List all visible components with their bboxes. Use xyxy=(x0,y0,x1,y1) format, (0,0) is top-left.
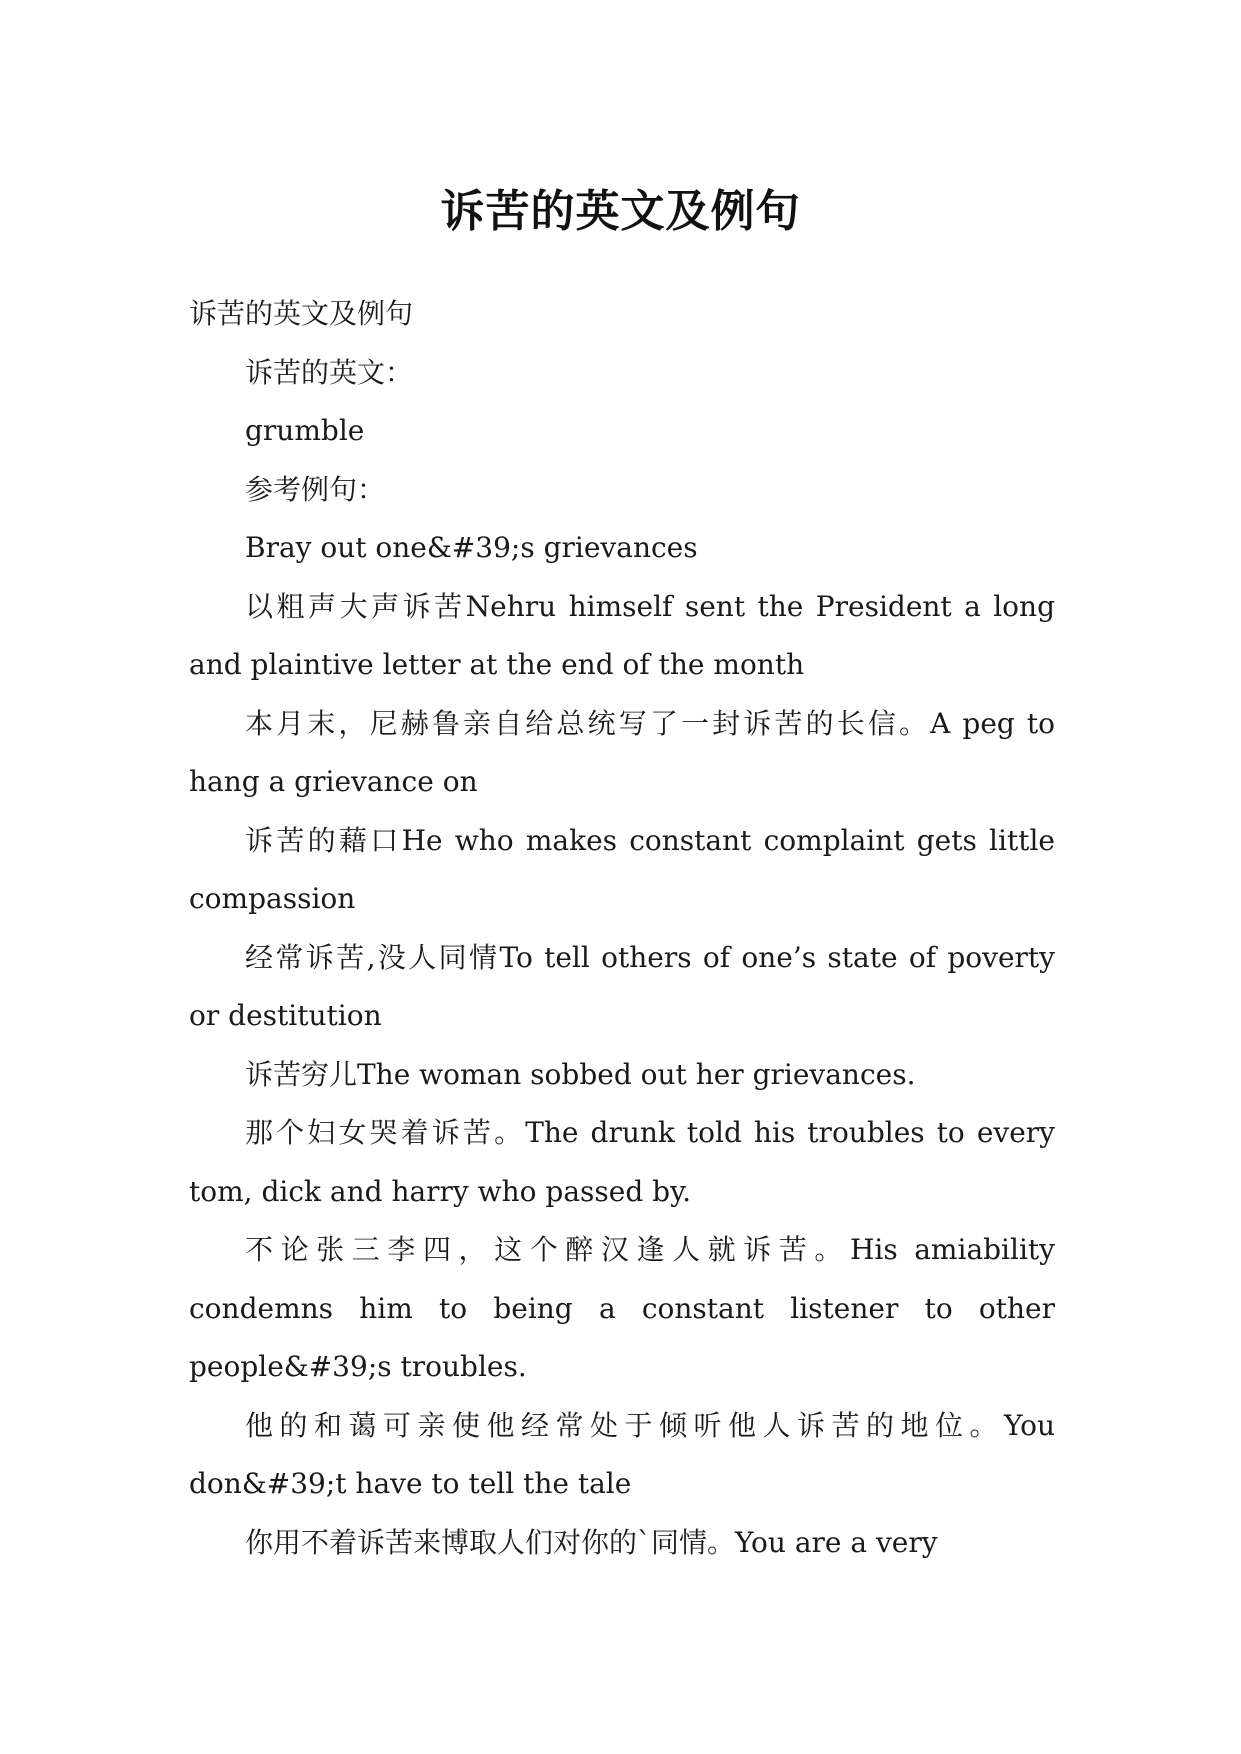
paragraph: 不论张三李四，这个醉汉逢人就诉苦。His amiability condemns him to being a constant listener to other people&#39;s troubles. xyxy=(189,1233,1055,1383)
paragraph: Bray out one&#39;s grievances xyxy=(245,531,698,564)
paragraph: 他的和蔼可亲使他经常处于倾听他人诉苦的地位。You don&#39;t have to tell the tale xyxy=(189,1408,1055,1500)
paragraph: grumble xyxy=(245,414,365,447)
document-body xyxy=(189,285,1055,1572)
paragraph: 诉苦的藉口He who makes constant complaint gets little compassion xyxy=(189,823,1055,915)
paragraph-heading: 诉苦的英文及例句 xyxy=(189,297,414,330)
paragraph: 以粗声大声诉苦Nehru himself sent the President a long and plaintive letter at the end of the month xyxy=(189,589,1055,681)
paragraph: 你用不着诉苦来博取人们对你的`同情。You are a very xyxy=(245,1525,938,1559)
paragraph: 那个妇女哭着诉苦。The drunk told his troubles to every tom, dick and harry who passed by. xyxy=(189,1116,1055,1208)
paragraph: 诉苦穷儿The woman sobbed out her grievances. xyxy=(245,1057,916,1091)
paragraph: 诉苦的英文： xyxy=(245,355,414,389)
paragraph: 参考例句： xyxy=(245,472,386,506)
page-title: 诉苦的英文及例句 xyxy=(440,186,801,238)
paragraph: 本月末，尼赫鲁亲自给总统写了一封诉苦的长信。A peg to hang a grievance on xyxy=(189,706,1055,798)
paragraph: 经常诉苦,没人同情To tell others of one’s state of poverty or destitution xyxy=(189,940,1055,1032)
